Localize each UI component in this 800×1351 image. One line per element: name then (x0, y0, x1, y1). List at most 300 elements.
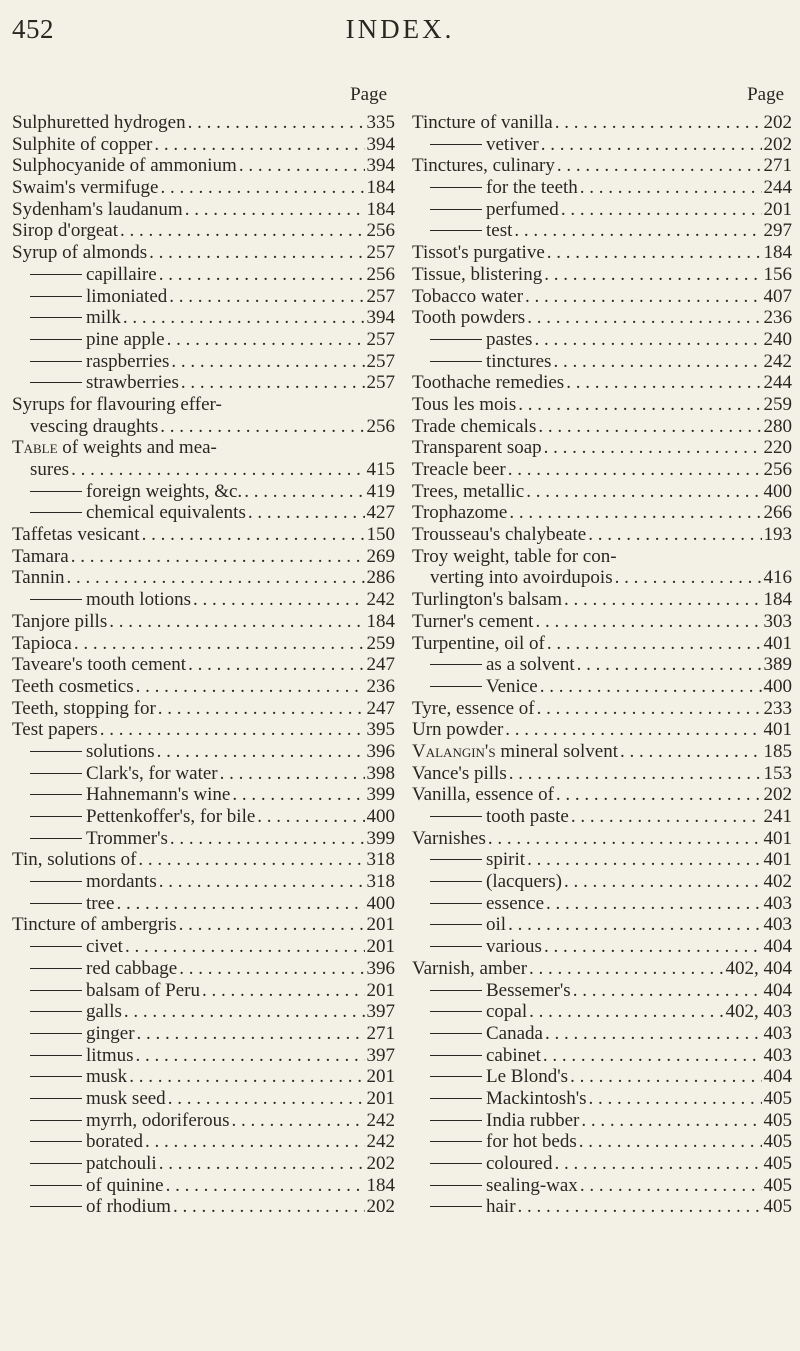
entry-label: Tanjore pills (12, 610, 108, 632)
entry-page: 415 (366, 459, 395, 480)
leader-dots (191, 589, 364, 611)
entry-page: 184 (366, 177, 395, 199)
ditto-dash (430, 686, 482, 687)
leader-dots (516, 394, 761, 416)
index-entry (12, 719, 395, 741)
ditto-dash (430, 881, 482, 882)
leader-dots (486, 828, 762, 850)
entry-page: 400 (763, 480, 792, 502)
index-entry (412, 611, 792, 633)
leader-dots (123, 936, 365, 958)
index-entry (412, 502, 792, 524)
entry-label: tooth paste (486, 806, 569, 827)
entry-label: Vanilla, essence of (412, 784, 554, 806)
entry-page: 286 (366, 567, 395, 589)
index-column-left (12, 84, 395, 1218)
leader-dots (577, 1131, 762, 1153)
leader-dots (136, 849, 364, 871)
index-entry (412, 589, 792, 611)
entry-label: Canada (486, 1022, 543, 1044)
entry-label: India rubber (486, 1109, 580, 1131)
index-entry (412, 567, 792, 589)
leader-dots (200, 980, 365, 1002)
entry-page: 297 (763, 220, 792, 242)
entry-label: Sydenham's laudanum (12, 198, 183, 220)
index-entry (12, 567, 395, 589)
entry-label: Mackintosh's (486, 1087, 587, 1109)
leader-dots (613, 567, 762, 589)
index-subentry (412, 1131, 792, 1153)
leader-dots (538, 676, 762, 698)
leader-dots (69, 546, 365, 568)
entry-label: sealing-wax (486, 1174, 578, 1196)
entry-page: 220 (763, 437, 792, 459)
leader-dots (158, 416, 364, 438)
entry-label: Trommer's (86, 827, 168, 849)
entry-page: 403 (763, 1044, 792, 1066)
ditto-dash (30, 1120, 82, 1121)
index-subentry (12, 763, 395, 785)
entry-label: Troy weight, table for con- (412, 545, 617, 567)
entry-page: 399 (366, 784, 395, 806)
leader-dots (134, 676, 365, 698)
entry-page: 271 (366, 1022, 395, 1044)
entry-page: 405 (763, 1109, 792, 1131)
leader-dots (564, 372, 761, 394)
leader-dots (568, 1066, 761, 1088)
entry-label: cabinet (486, 1044, 541, 1066)
index-entry (412, 784, 792, 806)
ditto-dash (430, 187, 482, 188)
ditto-dash (430, 1033, 482, 1034)
leader-dots (527, 958, 723, 980)
ditto-dash (30, 903, 82, 904)
entry-label: spirit (486, 849, 526, 871)
entry-label: Varnishes (412, 827, 486, 849)
leader-dots (587, 1088, 762, 1110)
entry-label: Vance's pills (412, 762, 507, 784)
index-entry (12, 134, 395, 156)
entry-page: 394 (366, 155, 395, 177)
ditto-dash (30, 361, 82, 362)
ditto-dash (430, 924, 482, 925)
entry-label: Table of weights and mea- (12, 437, 217, 459)
entry-page: 256 (763, 459, 792, 480)
entry-label: Tous les mois (412, 393, 517, 415)
entry-page: 403 (763, 914, 792, 936)
index-entry (412, 394, 792, 416)
ditto-dash (30, 990, 82, 991)
leader-dots (525, 307, 761, 329)
index-subentry (412, 1045, 792, 1067)
ditto-dash (30, 1011, 82, 1012)
index-entry (12, 437, 395, 459)
entry-label: various (486, 936, 542, 958)
leader-dots (135, 1023, 365, 1045)
entry-label: Urn powder (412, 719, 504, 741)
leader-dots (578, 1175, 762, 1197)
index-subentry (12, 1196, 395, 1218)
ditto-dash (30, 968, 82, 969)
entry-label: Le Blond's (486, 1066, 569, 1088)
index-entry (12, 698, 395, 720)
ditto-dash (30, 816, 82, 817)
ditto-dash (30, 296, 82, 297)
entry-page: 242 (366, 589, 395, 611)
index-subentry (412, 1175, 792, 1197)
index-entry (12, 199, 395, 221)
ditto-dash (30, 773, 82, 774)
entry-label: strawberries (86, 372, 179, 394)
index-entry (412, 546, 792, 568)
index-subentry (12, 1001, 395, 1023)
index-entry (412, 372, 792, 394)
ditto-dash (430, 990, 482, 991)
leader-dots (539, 134, 762, 156)
leader-dots (525, 849, 761, 871)
entry-label: Transparent soap (412, 437, 542, 459)
ditto-dash (430, 144, 482, 145)
entry-label: civet (86, 936, 123, 958)
leader-dots (507, 502, 761, 524)
entry-page: 233 (763, 697, 792, 719)
index-entry (412, 264, 792, 286)
leader-dots (553, 112, 762, 134)
entry-page: 389 (763, 654, 792, 676)
ditto-dash (430, 209, 482, 210)
entry-label: Tannin (12, 567, 65, 589)
entry-label: as a solvent (486, 654, 575, 676)
entry-page: 242 (366, 1131, 395, 1153)
index-subentry (412, 914, 792, 936)
leader-dots (507, 763, 762, 785)
entry-page: 400 (366, 892, 395, 914)
leader-dots (242, 481, 364, 503)
leader-dots (555, 155, 762, 177)
entry-label: patchouli (86, 1153, 157, 1174)
ditto-dash (30, 1055, 82, 1056)
entry-page: 153 (763, 762, 792, 784)
entry-page: 184 (763, 589, 792, 611)
entry-label: capillaire (86, 263, 157, 285)
entry-page: 201 (366, 936, 395, 958)
entry-label: Tissot's purgative (412, 242, 545, 264)
index-entry (412, 242, 792, 264)
index-subentry (12, 806, 395, 828)
entry-label: pine apple (86, 328, 165, 350)
ditto-dash (30, 838, 82, 839)
entry-page: 257 (366, 372, 395, 394)
entry-label: limoniated (86, 285, 168, 307)
entry-page: 201 (366, 1087, 395, 1109)
leader-dots (152, 134, 364, 156)
ditto-dash (430, 1141, 482, 1142)
index-entry (12, 242, 395, 264)
ditto-dash (30, 1163, 82, 1164)
entry-label: Valangin's mineral solvent (412, 740, 619, 762)
leader-dots (122, 1001, 365, 1023)
leader-dots (156, 698, 365, 720)
entry-label: Clark's, for water (86, 762, 218, 784)
entry-page: 242 (366, 1109, 395, 1131)
index-entry (412, 828, 792, 850)
index-subentry (412, 1110, 792, 1132)
index-subentry (412, 220, 792, 242)
entry-page: 427 (366, 502, 395, 524)
entry-label: solutions (86, 740, 155, 762)
leader-dots (562, 589, 762, 611)
entry-page: 202 (366, 1153, 395, 1174)
index-entry (12, 220, 395, 242)
entry-page: 257 (366, 350, 395, 372)
entry-page: 242 (763, 350, 792, 372)
leader-dots (121, 307, 365, 329)
index-subentry (412, 351, 792, 373)
index-subentry (412, 1088, 792, 1110)
leader-dots (230, 784, 364, 806)
entry-label: Test papers (12, 719, 98, 741)
entry-page: 156 (763, 263, 792, 285)
index-subentry (12, 502, 395, 524)
index-entry (412, 286, 792, 308)
entry-label: musk (86, 1066, 128, 1088)
leader-dots (536, 416, 761, 438)
entry-label: for the teeth (486, 177, 578, 199)
ditto-dash (430, 1055, 482, 1056)
entry-label: mordants (86, 871, 157, 893)
leader-dots (165, 329, 365, 351)
index-subentry (412, 1001, 792, 1023)
ditto-dash (30, 317, 82, 318)
leader-dots (523, 286, 761, 308)
index-subentry (12, 372, 395, 394)
leader-dots (98, 719, 365, 741)
entry-label: sures (30, 459, 70, 480)
leader-dots (134, 1045, 365, 1067)
leader-dots (533, 611, 761, 633)
index-entry (412, 307, 792, 329)
entry-label: Teeth, stopping for (12, 697, 156, 719)
entry-page: 184 (366, 198, 395, 220)
ditto-dash (30, 881, 82, 882)
index-entry (12, 654, 395, 676)
entry-page: 395 (366, 719, 395, 741)
index-subentry (412, 936, 792, 958)
index-entry (12, 155, 395, 177)
entry-page: 240 (763, 328, 792, 350)
entry-label: Swaim's vermifuge (12, 177, 159, 199)
ditto-dash (430, 1163, 482, 1164)
index-subentry (12, 1045, 395, 1067)
entry-page: 184 (366, 610, 395, 632)
index-entry (412, 416, 792, 438)
entry-page: 401 (763, 719, 792, 741)
leader-dots (127, 1066, 364, 1088)
entry-page: 400 (366, 806, 395, 827)
entry-page: 404 (763, 979, 792, 1001)
leader-dots (554, 784, 762, 806)
entry-page: 247 (366, 654, 395, 676)
leader-dots (179, 372, 365, 394)
index-subentry (12, 958, 395, 980)
entry-page: 401 (763, 849, 792, 871)
ditto-dash (430, 1076, 482, 1077)
entry-page: 280 (763, 415, 792, 437)
ditto-dash (30, 1206, 82, 1207)
leader-dots (506, 914, 761, 936)
leader-dots (575, 654, 762, 676)
index-subentry (12, 741, 395, 763)
entry-page: 256 (366, 415, 395, 437)
entry-label: ginger (86, 1022, 135, 1044)
entry-label: test (486, 220, 513, 242)
leader-dots (524, 481, 761, 503)
entry-page: 402, 404 (725, 957, 792, 979)
leader-dots (114, 893, 364, 915)
entry-page: 201 (763, 198, 792, 220)
leader-dots (168, 828, 365, 850)
leader-dots (143, 1131, 365, 1153)
entry-label: Sulphite of copper (12, 133, 153, 155)
entry-page: 398 (366, 762, 395, 784)
column-page-label: Page (747, 84, 784, 105)
leader-dots (569, 806, 762, 828)
index-entries (412, 112, 792, 1218)
entry-label: Taveare's tooth cement (12, 654, 187, 676)
index-subentry (12, 481, 395, 503)
entry-label: Varnish, amber (412, 957, 528, 979)
leader-dots (562, 871, 762, 893)
ditto-dash (430, 1098, 482, 1099)
index-entry (412, 741, 792, 763)
index-subentry (412, 676, 792, 698)
entry-label: Syrups for flavouring effer- (12, 393, 222, 415)
entry-page: 404 (763, 936, 792, 958)
index-entry (412, 633, 792, 655)
index-subentry (412, 893, 792, 915)
leader-dots (147, 242, 364, 264)
index-subentry (12, 1175, 395, 1197)
entry-label: vetiver (486, 133, 539, 155)
leader-dots (542, 264, 761, 286)
index-entry (412, 763, 792, 785)
entry-page: 244 (763, 177, 792, 199)
index-subentry (12, 286, 395, 308)
entry-page: 399 (366, 827, 395, 849)
leader-dots (532, 329, 761, 351)
entry-page: 402 (763, 871, 792, 893)
entry-page: 150 (366, 524, 395, 546)
index-subentry (412, 1066, 792, 1088)
entry-label: copal (486, 1001, 528, 1023)
entry-label: chemical equivalents (86, 502, 246, 524)
index-entry (12, 633, 395, 655)
entry-label: Sulphocyanide of ammonium (12, 155, 237, 177)
entry-page: 202 (763, 112, 792, 133)
ditto-dash (30, 794, 82, 795)
index-subentry (12, 980, 395, 1002)
index-subentry (12, 1110, 395, 1132)
index-subentry (12, 1023, 395, 1045)
leader-dots (541, 1045, 762, 1067)
index-entry (412, 437, 792, 459)
entry-label: Turlington's balsam (412, 589, 562, 611)
entry-page: 405 (763, 1131, 792, 1153)
leader-dots (542, 936, 762, 958)
leader-dots (118, 220, 365, 242)
index-subentry (412, 654, 792, 676)
column-page-label: Page (350, 84, 387, 105)
entry-page: 396 (366, 957, 395, 979)
ditto-dash (430, 339, 482, 340)
leader-dots (559, 199, 762, 221)
index-entry (412, 958, 792, 980)
leader-dots (535, 698, 762, 720)
entry-label: oil (486, 914, 507, 936)
index-subentry (412, 199, 792, 221)
entry-label: pastes (486, 328, 533, 350)
index-subentry (412, 1196, 792, 1218)
entry-label: litmus (86, 1044, 134, 1066)
leader-dots (166, 1088, 365, 1110)
entry-page: 318 (366, 849, 395, 871)
entry-page: 257 (366, 242, 395, 264)
ditto-dash (30, 1033, 82, 1034)
index-subentry (12, 871, 395, 893)
leader-dots (512, 220, 761, 242)
leader-dots (157, 1153, 365, 1175)
leader-dots (527, 1001, 723, 1023)
entry-label: Tinctures, culinary (412, 155, 555, 177)
index-subentry (12, 1153, 395, 1175)
ditto-dash (30, 491, 82, 492)
entry-label: Tamara (12, 545, 69, 567)
entry-label: Turpentine, oil of (412, 632, 545, 654)
index-subentry (12, 1066, 395, 1088)
leader-dots (503, 719, 761, 741)
leader-dots (164, 1175, 365, 1197)
ditto-dash (430, 664, 482, 665)
ditto-dash (430, 816, 482, 817)
index-subentry (412, 177, 792, 199)
index-subentry (12, 264, 395, 286)
index-entry (412, 459, 792, 481)
entry-page: 401 (763, 632, 792, 654)
leader-dots (158, 177, 364, 199)
ditto-dash (30, 1076, 82, 1077)
ditto-dash (430, 1120, 482, 1121)
entry-page: 271 (763, 155, 792, 177)
ditto-dash (30, 599, 82, 600)
entry-label: Trade chemicals (412, 415, 537, 437)
leader-dots (551, 351, 761, 373)
entry-page: 397 (366, 1044, 395, 1066)
index-subentry (12, 351, 395, 373)
index-subentry (12, 329, 395, 351)
index-entry (12, 849, 395, 871)
leader-dots (157, 264, 365, 286)
ditto-dash (430, 1206, 482, 1207)
entry-page: 318 (366, 871, 395, 893)
entry-page: 202 (763, 133, 792, 155)
leader-dots (186, 654, 364, 676)
index-entry (12, 611, 395, 633)
entry-page: 403 (763, 892, 792, 914)
entry-page: 266 (763, 502, 792, 524)
entry-page: 241 (763, 806, 792, 827)
entry-page: 269 (366, 545, 395, 567)
entry-page: 193 (763, 524, 792, 546)
